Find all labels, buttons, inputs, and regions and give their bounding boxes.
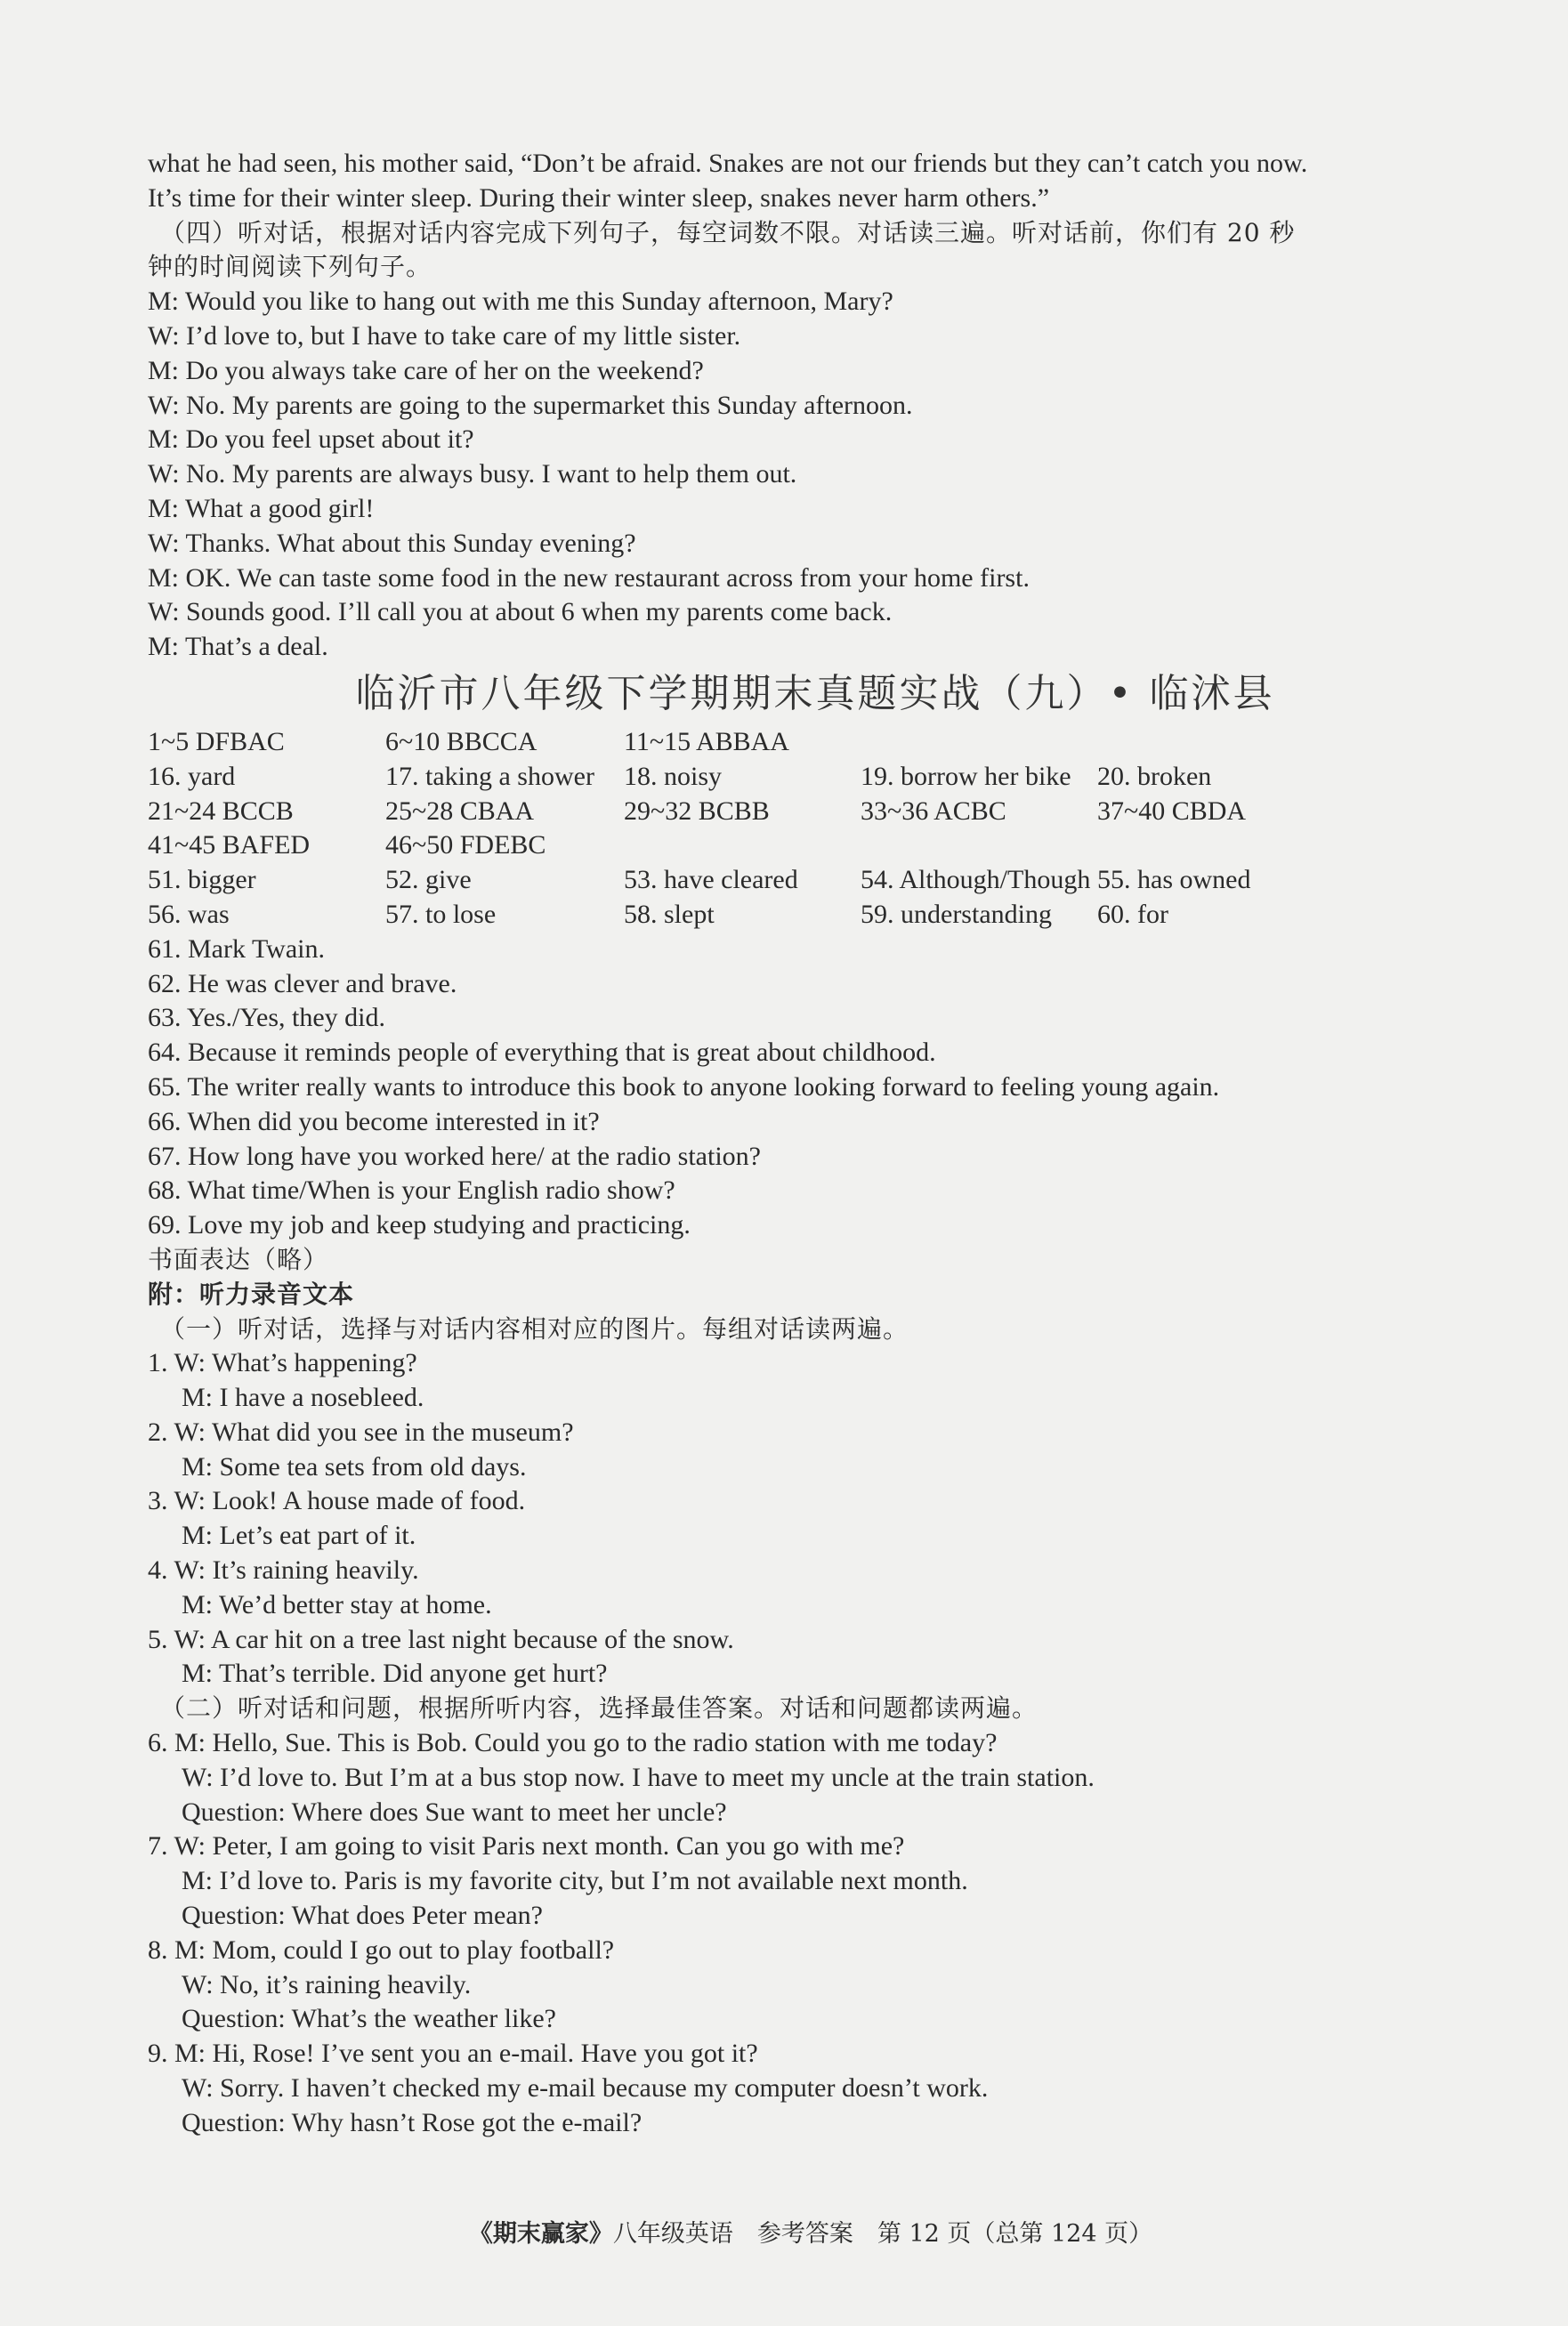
answer-cell	[1097, 725, 1329, 760]
answer-cell: 20. broken	[1097, 761, 1212, 791]
dialogue-prompt: Question: Where does Sue want to meet her uncle?	[182, 1797, 727, 1827]
answer-row	[148, 795, 1465, 829]
answer-cell	[1097, 828, 1329, 863]
appendix-title: 附：听力录音文本	[148, 1279, 355, 1309]
answer-cell: 33~36 ACBC	[861, 796, 1006, 826]
answer-cell: 56. was	[148, 899, 230, 929]
answer-row	[148, 725, 1465, 760]
dialogue-reply: M: Some tea sets from old days.	[182, 1451, 527, 1482]
dialogue-reply: M: That’s terrible. Did anyone get hurt?	[182, 1659, 608, 1689]
answer-cell: 21~24 BCCB	[148, 796, 294, 826]
section-heading: （四）听对话，根据对话内容完成下列句子，每空词数不限。对话读三遍。听对话前，你们有 20 秒	[160, 217, 1296, 247]
answer-cell: 54. Although/Though	[861, 865, 1091, 895]
dialogue-reply: M: Let’s eat part of it.	[182, 1521, 416, 1551]
dialogue-prompt: Question: What’s the weather like?	[182, 2004, 556, 2034]
answer-cell: 6~10 BBCCA	[385, 726, 537, 756]
page-content	[148, 147, 1465, 2141]
page-footer	[0, 2214, 1568, 2249]
dialogue-reply: M: I’d love to. Paris is my favorite city, but I’m not available next month.	[182, 1866, 968, 1896]
dialogue-question: 1. W: What’s happening?	[148, 1348, 417, 1378]
dialogue-line: M: Do you feel upset about it?	[148, 424, 474, 455]
answer-cell: 37~40 CBDA	[1097, 796, 1247, 826]
answer-cell: 17. taking a shower	[385, 761, 594, 791]
dialogue-reply: W: No, it’s raining heavily.	[182, 1969, 472, 1999]
dialogue-question: 2. W: What did you see in the museum?	[148, 1417, 574, 1447]
answer-cell: 55. has owned	[1097, 865, 1251, 895]
dialogue-question: 4. W: It’s raining heavily.	[148, 1555, 419, 1586]
dialogue-line: M: Would you like to hang out with me this Sunday afternoon, Mary?	[148, 287, 893, 317]
dialogue-reply: M: We’d better stay at home.	[182, 1589, 492, 1619]
answer-cell: 51. bigger	[148, 865, 256, 895]
answer-line: 62. He was clever and brave.	[148, 968, 457, 998]
answer-row	[148, 828, 1465, 863]
answer-line: 61. Mark Twain.	[148, 933, 325, 964]
dialogue-line: W: Sounds good. I’ll call you at about 6 when my parents come back.	[148, 597, 893, 627]
text-line: what he had seen, his mother said, “Don’t be afraid. Snakes are not our friends but they can’t catch you now.	[148, 149, 1308, 178]
answer-cell: 11~15 ABBAA	[624, 726, 789, 756]
answer-cell: 57. to lose	[385, 899, 497, 929]
answer-cell: 59. understanding	[861, 899, 1052, 929]
answer-row	[148, 863, 1465, 898]
dialogue-line: M: Do you always take care of her on the weekend?	[148, 355, 704, 385]
answer-cell	[624, 828, 861, 863]
answer-line: 68. What time/When is your English radio show?	[148, 1175, 675, 1206]
dialogue-line: M: OK. We can taste some food in the new restaurant across from your home first.	[148, 562, 1030, 593]
dialogue-reply: W: Sorry. I haven’t checked my e-mail because my computer doesn’t work.	[182, 2073, 989, 2104]
dialogue-prompt: Question: What does Peter mean?	[182, 1901, 543, 1931]
footer-page-info: 八年级英语 参考答案 第 12 页（总第 124 页）	[612, 2220, 1153, 2248]
dialogue-prompt: Question: Why hasn’t Rose got the e-mail?	[182, 2107, 643, 2137]
dialogue-block	[148, 285, 1465, 665]
dialogue-reply: W: I’d love to. But I’m at a bus stop now. I have to meet my uncle at the train station.	[182, 1762, 1095, 1792]
answer-line: 67. How long have you worked here/ at the radio station?	[148, 1141, 761, 1171]
long-answers	[148, 933, 1465, 1243]
dialogue-reply: M: I have a nosebleed.	[182, 1383, 424, 1413]
part2-dialogues	[148, 1726, 1465, 2141]
dialogue-question: 5. W: A car hit on a tree last night because of the snow.	[148, 1624, 734, 1654]
answer-cell: 60. for	[1097, 899, 1168, 929]
part1-dialogues	[148, 1346, 1465, 1692]
answer-line: 63. Yes./Yes, they did.	[148, 1003, 386, 1033]
answer-cell: 19. borrow her bike	[861, 761, 1071, 791]
dialogue-line: W: No. My parents are going to the supermarket this Sunday afternoon.	[148, 390, 913, 420]
answer-cell: 46~50 FDEBC	[385, 830, 546, 860]
answer-line: 69. Love my job and keep studying and practicing.	[148, 1210, 691, 1240]
answer-cell	[861, 725, 1097, 760]
answer-cell: 41~45 BAFED	[148, 830, 311, 860]
answer-row	[148, 898, 1465, 933]
answer-cell: 16. yard	[148, 761, 236, 791]
text-line: It’s time for their winter sleep. During their winter sleep, snakes never harm others.”	[148, 182, 1050, 213]
answer-cell: 52. give	[385, 865, 472, 895]
answer-cell: 1~5 DFBAC	[148, 726, 285, 756]
dialogue-line: W: I’d love to, but I have to take care of my little sister.	[148, 320, 741, 351]
answer-line: 66. When did you become interested in it?	[148, 1106, 600, 1136]
answer-cell	[861, 828, 1097, 863]
writing-note: 书面表达（略）	[148, 1244, 329, 1274]
dialogue-question: 6. M: Hello, Sue. This is Bob. Could you go to the radio station with me today?	[148, 1728, 998, 1758]
answer-row	[148, 760, 1465, 795]
dialogue-question: 3. W: Look! A house made of food.	[148, 1486, 526, 1516]
dialogue-line: M: What a good girl!	[148, 493, 375, 523]
dialogue-line: W: No. My parents are always busy. I want to help them out.	[148, 459, 797, 489]
dialogue-question: 9. M: Hi, Rose! I’ve sent you an e-mail. Have you got it?	[148, 2039, 758, 2069]
answer-cell: 18. noisy	[624, 761, 723, 791]
answer-cell: 29~32 BCBB	[624, 796, 770, 826]
answer-grid	[148, 725, 1465, 933]
dialogue-question: 7. W: Peter, I am going to visit Paris next month. Can you go with me?	[148, 1831, 905, 1862]
exam-title: 临沂市八年级下学期期末真题实战（九）• 临沭县	[355, 670, 1275, 716]
answer-cell: 53. have cleared	[624, 865, 798, 895]
dialogue-question: 8. M: Mom, could I go out to play football?	[148, 1934, 615, 1965]
part2-heading: （二）听对话和问题，根据所听内容，选择最佳答案。对话和问题都读两遍。	[160, 1693, 1039, 1724]
dialogue-line: M: That’s a deal.	[148, 632, 328, 662]
footer-book-title: 《期末赢家》	[468, 2220, 613, 2248]
answer-cell: 58. slept	[624, 899, 715, 929]
answer-line: 65. The writer really wants to introduce this book to anyone looking forward to feeling young again.	[148, 1071, 1220, 1102]
answer-line: 64. Because it reminds people of everything that is great about childhood.	[148, 1038, 936, 1068]
dialogue-line: W: Thanks. What about this Sunday evening?	[148, 528, 636, 558]
part1-heading: （一）听对话，选择与对话内容相对应的图片。每组对话读两遍。	[160, 1313, 909, 1344]
section-heading-cont: 钟的时间阅读下列句子。	[148, 252, 432, 282]
answer-cell: 25~28 CBAA	[385, 796, 535, 826]
